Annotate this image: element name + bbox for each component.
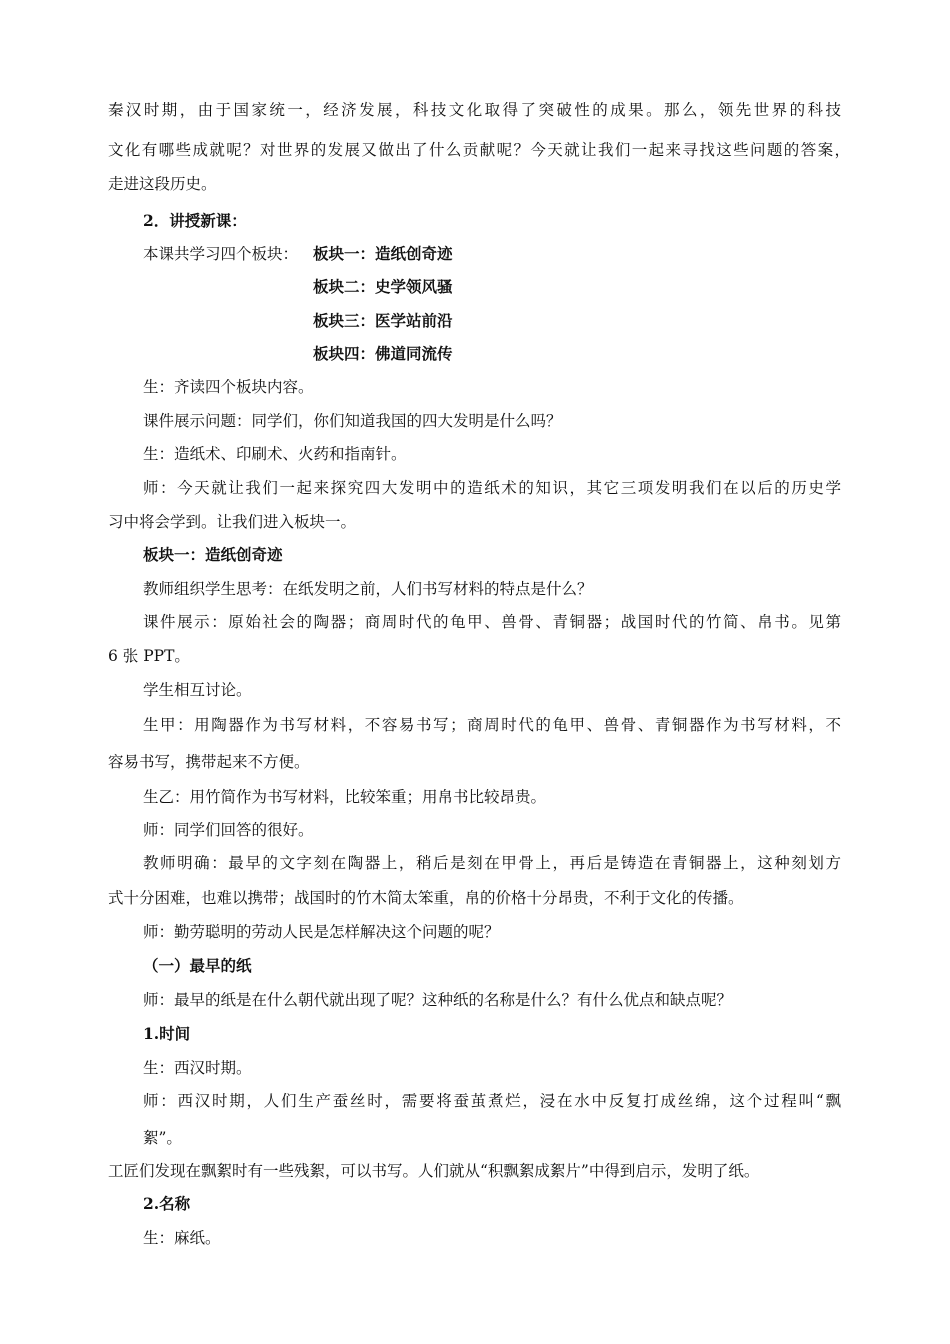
module-item-2: 板块二：史学领风骚 [313, 277, 453, 296]
intro-line-2: 文化有哪些成就呢？对世界的发展又做出了什么贡献呢？今天就让我们一起来寻找这些问题的答案， [108, 141, 850, 159]
module1-heading: 板块一：造纸创奇迹 [143, 545, 283, 564]
craftsmen-paragraph: 工匠们发现在飘絮时有一些残絮，可以书写。人们就从“积飘絮成絮片”中得到启示，发明了纸。 [108, 1162, 760, 1180]
module-item-4: 板块四：佛道同流传 [313, 344, 453, 363]
teacher-think-prompt: 教师组织学生思考：在纸发明之前，人们书写材料的特点是什么？ [143, 580, 593, 598]
teacher-solve-question: 师：勤劳聪明的劳动人民是怎样解决这个问题的呢？ [143, 923, 500, 941]
teacher-praise: 师：同学们回答的很好。 [143, 821, 314, 839]
student-yi: 生乙：用竹简作为书写材料，比较笨重；用帛书比较昂贵。 [143, 788, 547, 806]
earliest-paper-heading: （一）最早的纸 [143, 956, 252, 975]
student-time-answer: 生：西汉时期。 [143, 1059, 252, 1077]
name-heading: 2.名称 [143, 1194, 191, 1213]
student-discussion: 学生相互讨论。 [143, 681, 252, 699]
section2-heading: 2．讲授新课： [143, 211, 247, 230]
teacher-piaoxu-line-2: 絮”。 [143, 1129, 182, 1147]
teacher-piaoxu-line-1: 师：西汉时期，人们生产蚕丝时，需要将蚕茧煮烂，浸在水中反复打成丝绵，这个过程叫“飘 [143, 1092, 841, 1110]
student-name-answer: 生：麻纸。 [143, 1229, 221, 1247]
time-heading: 1.时间 [143, 1024, 191, 1043]
modules-intro-label: 本课共学习四个板块： [143, 245, 299, 263]
teacher-earliest-paper-question: 师：最早的纸是在什么朝代就出现了呢？这种纸的名称是什么？有什么优点和缺点呢？ [143, 991, 733, 1009]
intro-line-1: 秦汉时期，由于国家统一，经济发展，科技文化取得了突破性的成果。那么，领先世界的科技 [108, 101, 841, 119]
student-jia-line-2: 容易书写，携带起来不方便。 [108, 753, 310, 771]
teacher-clarify-line-2: 式十分困难，也难以携带；战国时的竹木简太笨重，帛的价格十分昂贵，不利于文化的传播。 [108, 889, 744, 907]
courseware-show-line-1: 课件展示：原始社会的陶器；商周时代的龟甲、兽骨、青铜器；战国时代的竹简、帛书。见第 [143, 613, 841, 631]
courseware-show-line-2: 6 张 PPT。 [108, 647, 190, 665]
courseware-question: 课件展示问题：同学们，你们知道我国的四大发明是什么吗？ [143, 412, 562, 430]
student-read-aloud: 生：齐读四个板块内容。 [143, 378, 314, 396]
teacher-line-1: 师：今天就让我们一起来探究四大发明中的造纸术的知识，其它三项发明我们在以后的历史学 [143, 479, 841, 497]
intro-line-3: 走进这段历史。 [108, 175, 217, 193]
student-answer-four-inventions: 生：造纸术、印刷术、火药和指南针。 [143, 445, 407, 463]
module-item-1: 板块一：造纸创奇迹 [313, 244, 453, 263]
teacher-line-2: 习中将会学到。让我们进入板块一。 [108, 513, 357, 531]
student-jia-line-1: 生甲：用陶器作为书写材料，不容易书写；商周时代的龟甲、兽骨、青铜器作为书写材料，不 [143, 716, 841, 734]
module-item-3: 板块三：医学站前沿 [313, 311, 453, 330]
teacher-clarify-line-1: 教师明确：最早的文字刻在陶器上，稍后是刻在甲骨上，再后是铸造在青铜器上，这种刻划方 [143, 854, 841, 872]
